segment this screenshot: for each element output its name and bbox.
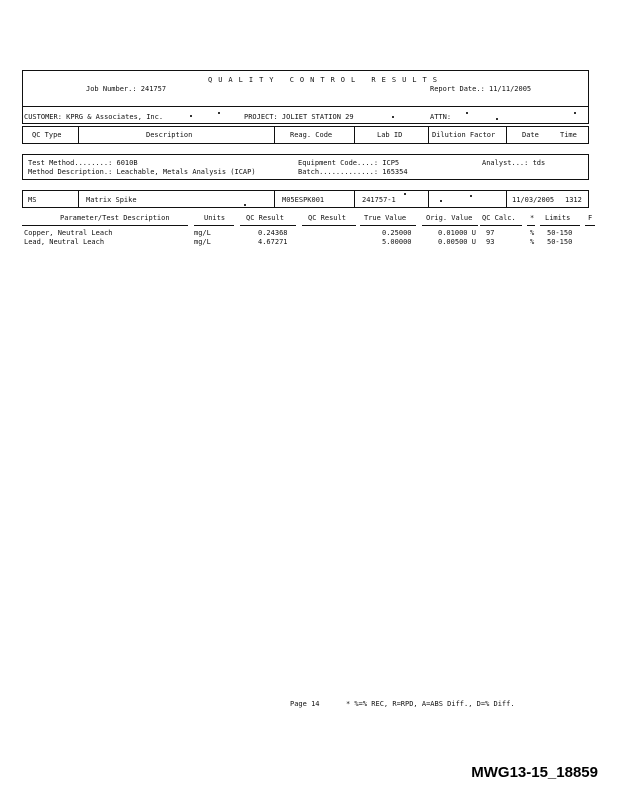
hdr-underline	[585, 225, 595, 226]
hdr-underline	[527, 225, 535, 226]
scan-speck	[574, 112, 576, 114]
batch: Batch.............: 165354	[298, 168, 408, 176]
qc-reag-code: M05ESPK001	[282, 196, 325, 204]
row-qc-result: 4.67271	[258, 238, 288, 246]
report-date: Report Date.: 11/11/2005	[430, 85, 532, 93]
row-orig-value: 0.00500 U	[438, 238, 476, 246]
hdr-true-value: True Value	[364, 214, 407, 222]
col-date: Date	[522, 131, 539, 139]
col-time: Time	[560, 131, 577, 139]
qc-type: MS	[28, 196, 37, 204]
hdr-f: F	[588, 214, 593, 222]
col-divider	[78, 126, 79, 144]
row-true-value: 0.25000	[382, 229, 412, 237]
qc-divider	[274, 190, 275, 208]
col-divider	[428, 126, 429, 144]
scan-speck	[470, 195, 472, 197]
col-divider	[506, 126, 507, 144]
qc-date: 11/03/2005	[512, 196, 555, 204]
row-qc-result: 0.24368	[258, 229, 288, 237]
scan-speck	[496, 118, 498, 120]
hdr-underline	[422, 225, 478, 226]
scan-speck	[244, 204, 246, 206]
hdr-underline	[302, 225, 356, 226]
col-divider	[354, 126, 355, 144]
row-star: %	[530, 238, 535, 246]
hdr-limits: Limits	[545, 214, 571, 222]
method-box	[22, 154, 589, 180]
document-id: MWG13-15_18859	[471, 764, 598, 781]
hdr-units: Units	[204, 214, 226, 222]
qc-divider	[354, 190, 355, 208]
scan-speck	[466, 112, 468, 114]
header-divider	[22, 106, 589, 107]
hdr-underline	[240, 225, 296, 226]
report-title: QUALITY CONTROL RESULTS	[208, 76, 443, 84]
hdr-qc-result: QC Result	[246, 214, 284, 222]
row-parameter: Lead, Neutral Leach	[24, 238, 105, 246]
hdr-underline	[22, 225, 188, 226]
customer: CUSTOMER: KPRG & Associates, Inc.	[24, 113, 164, 121]
qc-divider	[428, 190, 429, 208]
scan-speck	[440, 200, 442, 202]
equipment-code: Equipment Code....: ICP5	[298, 159, 400, 167]
scan-speck	[218, 112, 220, 114]
test-method: Test Method........: 6010B	[28, 159, 138, 167]
col-reag-code: Reag. Code	[290, 131, 333, 139]
row-limits: 50-150	[547, 238, 573, 246]
col-description: Description	[146, 131, 193, 139]
attn: ATTN:	[430, 113, 452, 121]
hdr-qc-result-2: QC Result	[308, 214, 346, 222]
hdr-parameter: Parameter/Test Description	[60, 214, 170, 222]
col-divider	[274, 126, 275, 144]
col-dilution-factor: Dilution Factor	[432, 131, 496, 139]
project: PROJECT: JOLIET STATION 29	[244, 113, 354, 121]
qc-lab-id: 241757-1	[362, 196, 396, 204]
hdr-underline	[540, 225, 580, 226]
scan-speck	[404, 193, 406, 195]
hdr-star: *	[530, 214, 535, 222]
hdr-qc-calc: QC Calc.	[482, 214, 516, 222]
hdr-orig-value: Orig. Value	[426, 214, 473, 222]
row-star: %	[530, 229, 535, 237]
qc-divider	[506, 190, 507, 208]
row-qc-calc: 93	[486, 238, 495, 246]
row-units: mg/L	[194, 229, 211, 237]
page-number: Page 14	[290, 700, 320, 708]
job-number: Job Number.: 241757	[86, 85, 167, 93]
qc-description: Matrix Spike	[86, 196, 137, 204]
method-description: Method Description.: Leachable, Metals Analysis (ICAP)	[28, 168, 256, 176]
row-orig-value: 0.01000 U	[438, 229, 476, 237]
scan-speck	[392, 116, 394, 118]
hdr-underline	[360, 225, 416, 226]
hdr-underline	[480, 225, 522, 226]
scan-speck	[190, 115, 192, 117]
row-true-value: 5.00000	[382, 238, 412, 246]
qc-divider	[78, 190, 79, 208]
col-qc-type: QC Type	[32, 131, 62, 139]
row-qc-calc: 97	[486, 229, 495, 237]
col-lab-id: Lab ID	[377, 131, 403, 139]
hdr-underline	[194, 225, 234, 226]
row-parameter: Copper, Neutral Leach	[24, 229, 113, 237]
qc-time: 1312	[565, 196, 582, 204]
legend: * %=% REC, R=RPD, A=ABS Diff., D=% Diff.	[346, 700, 515, 708]
row-units: mg/L	[194, 238, 211, 246]
row-limits: 50-150	[547, 229, 573, 237]
analyst: Analyst...: tds	[482, 159, 546, 167]
